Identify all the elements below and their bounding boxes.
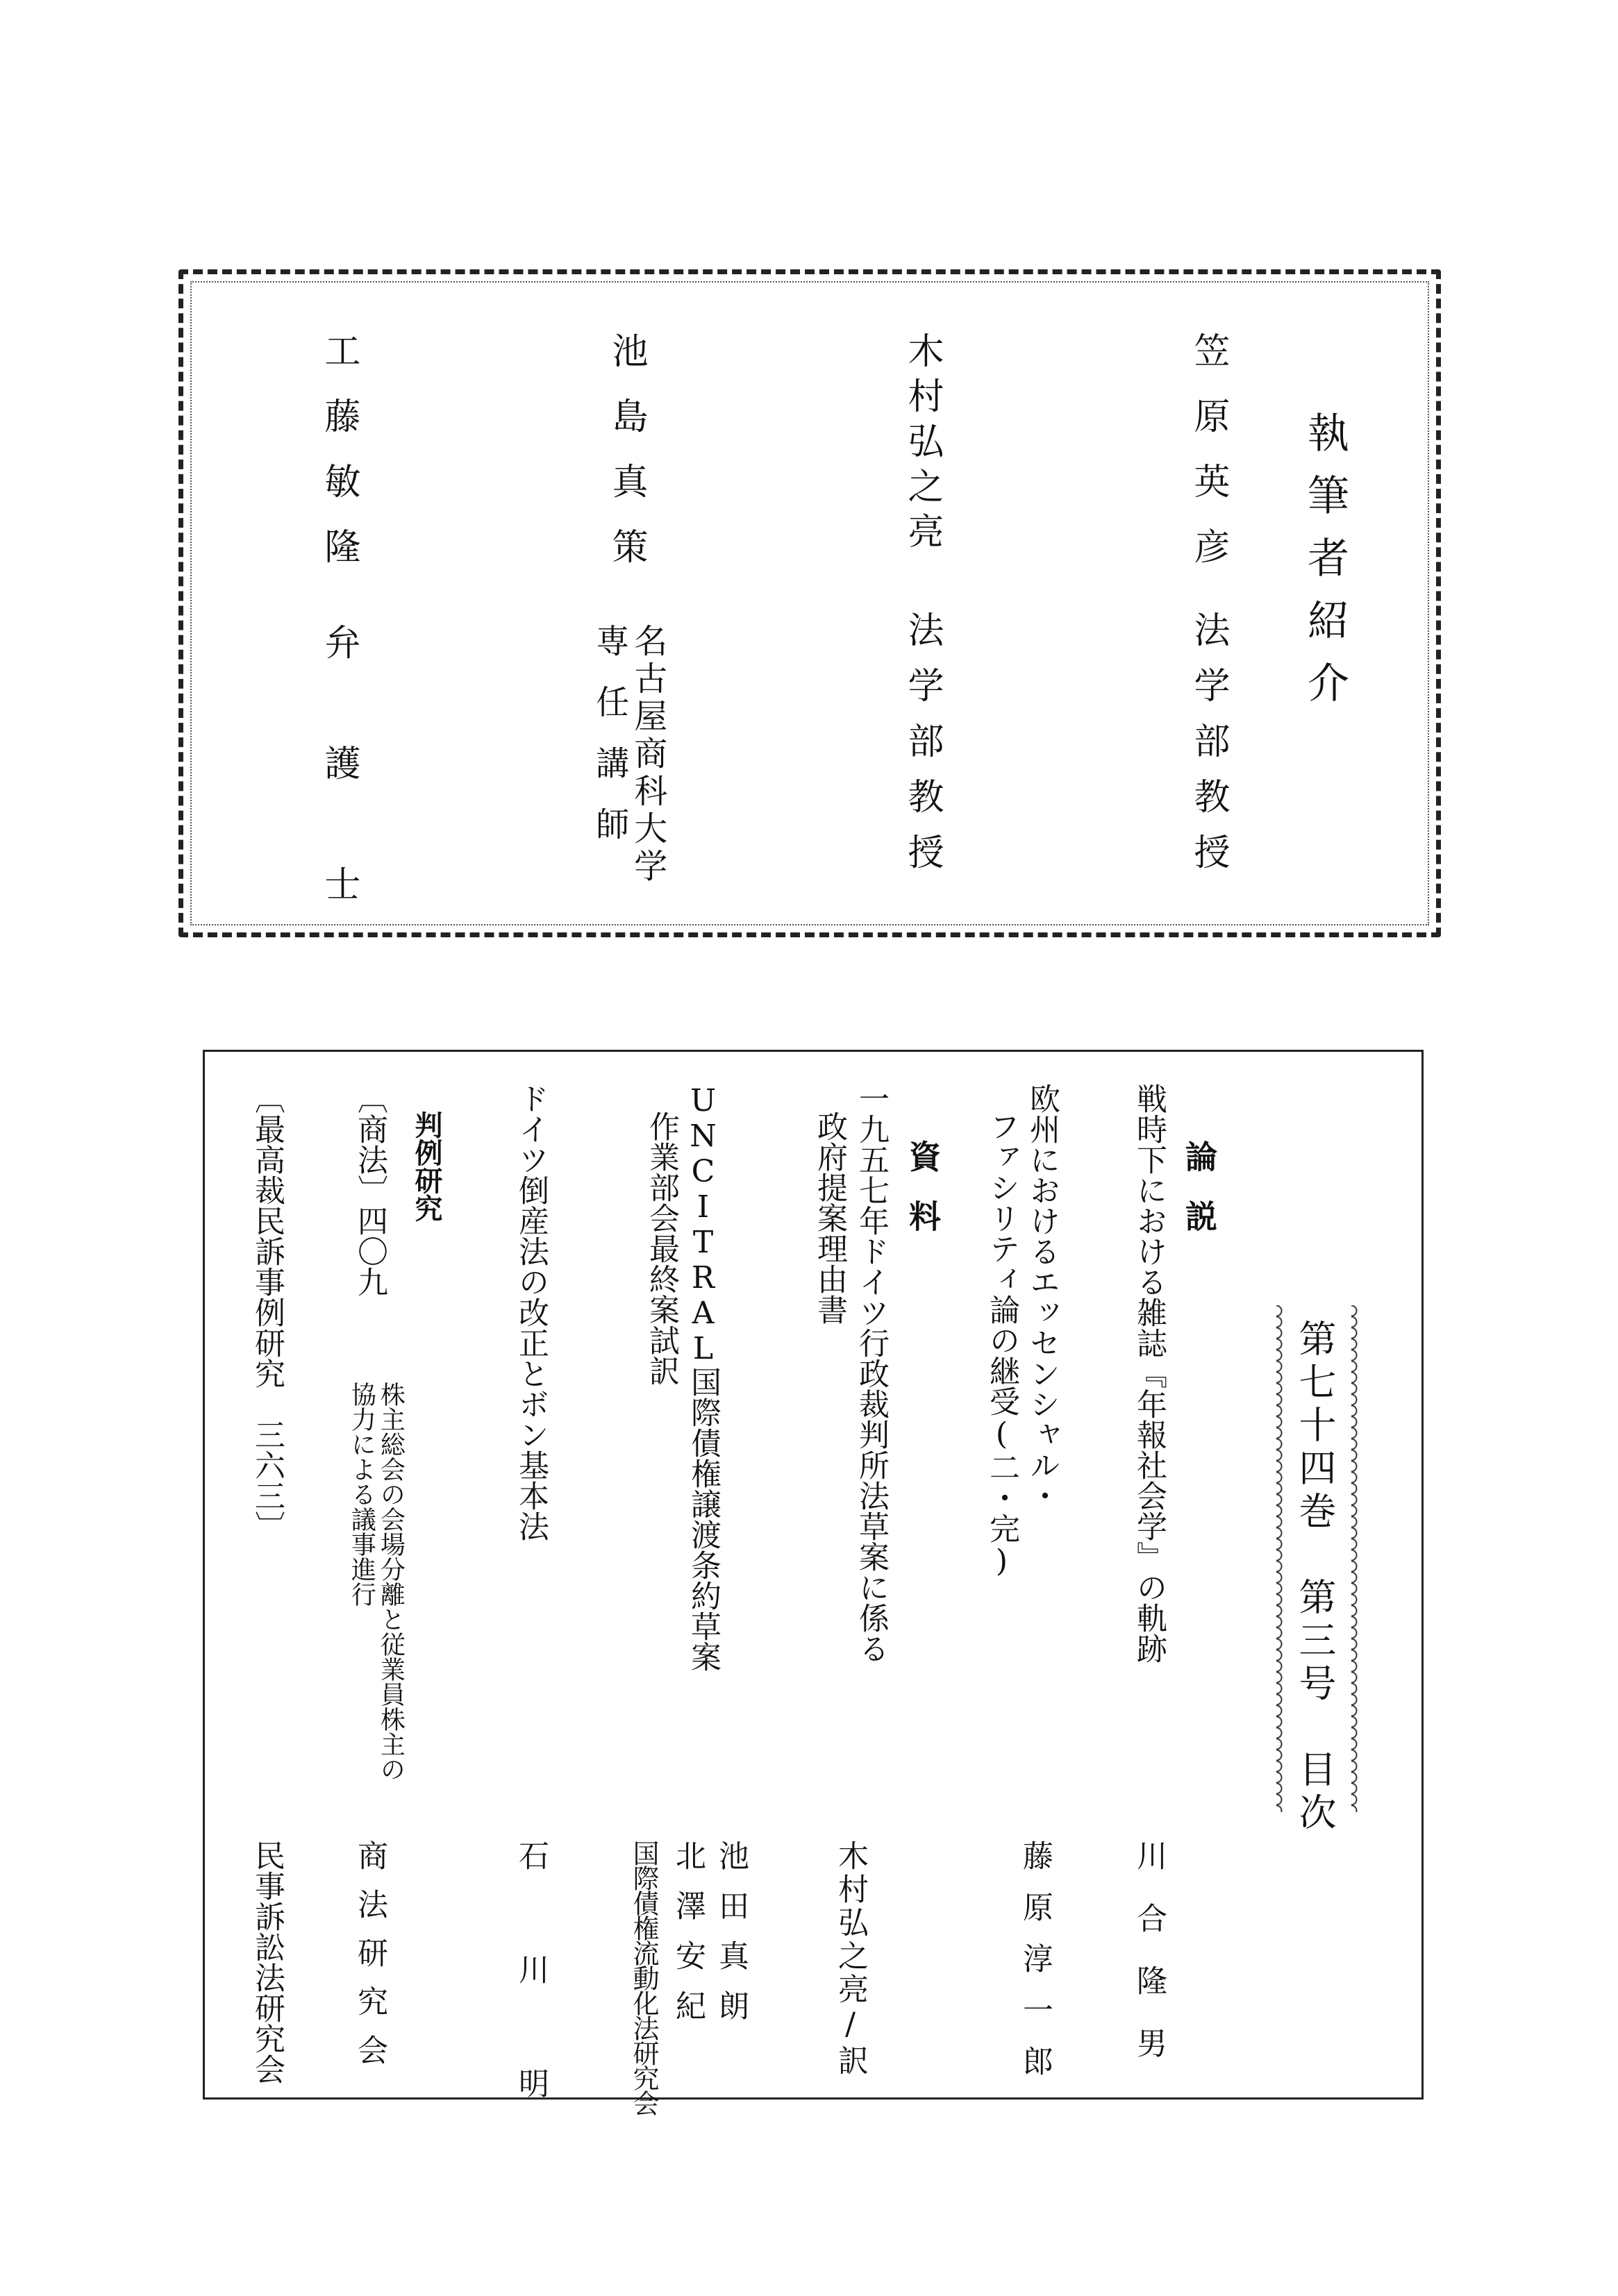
toc-entry-5-author: 石川明 — [513, 1840, 549, 2181]
toc-entry-6-subtitle-col1: 株主総会の会場分離と従業員株主の — [376, 1382, 406, 1782]
toc-entry-1-author: 川合隆男 — [1131, 1840, 1167, 2090]
author-role-3-col1: 名古屋商科大学 — [628, 623, 667, 886]
toc-title-wavy-left — [1276, 1305, 1286, 1812]
toc-entry-4-author-3: 国際債権流動化法研究会 — [628, 1840, 659, 2115]
toc-entry-2-author: 藤原淳一郎 — [1017, 1840, 1053, 2097]
toc-title: 第七十四巻 第三号 目次 — [1293, 1319, 1337, 1836]
authors-heading: 執筆者紹介 — [1301, 411, 1349, 723]
toc-entry-3-author: 木村弘之亮/訳 — [833, 1840, 868, 2078]
authors-box-inner-border — [190, 281, 1429, 925]
toc-entry-3-title-col2: 政府提案理由書 — [812, 1111, 847, 1325]
author-name-1: 笠原英彦 — [1187, 332, 1229, 593]
author-role-1: 法学部教授 — [1187, 611, 1229, 889]
toc-entry-6-subtitle-col2: 協力による議事進行 — [347, 1382, 376, 1607]
toc-entry-4-title-col1: UNCITRAL国際債権譲渡条約草案 — [685, 1083, 721, 1672]
section-hanrei: 判例研究 — [410, 1111, 442, 1222]
toc-entry-4-author-2: 北澤安紀 — [670, 1840, 706, 2040]
toc-entry-6-label: 〔商法〕四〇九 — [352, 1083, 387, 1297]
toc-entry-2-title-col2: ファシリティ論の継受(二・完) — [984, 1111, 1019, 1579]
toc-entry-3-title-col1: 一九五七年ドイツ行政裁判所法草案に係る — [853, 1083, 889, 1664]
author-name-2: 木村弘之亮 — [901, 332, 943, 558]
author-role-4: 弁護士 — [318, 623, 360, 986]
toc-entry-4-title-col2: 作業部会最終案試訳 — [644, 1111, 679, 1386]
toc-title-wavy-right — [1351, 1305, 1361, 1812]
section-shiryo: 資料 — [904, 1140, 942, 1259]
authors-box — [178, 269, 1441, 937]
toc-entry-4-author-1: 池田真朗 — [713, 1840, 749, 2040]
section-ronsetsu: 論説 — [1181, 1140, 1218, 1259]
toc-entry-7-label: 〔最高裁民訴事例研究 三六三〕 — [249, 1083, 285, 1541]
toc-entry-5-title: ドイツ倒産法の改正とボン基本法 — [513, 1083, 549, 1541]
author-name-4: 工藤敏隆 — [318, 332, 360, 593]
toc-entry-7-author: 民事訴訟法研究会 — [249, 1840, 285, 2084]
author-role-2: 法学部教授 — [901, 611, 943, 889]
toc-entry-6-author: 商法研究会 — [352, 1840, 387, 2083]
toc-entry-1-title: 戦時下における雑誌『年報社会学』の軌跡 — [1131, 1083, 1167, 1664]
toc-entry-2-title-col1: 欧州におけるエッセンシャル・ — [1024, 1083, 1060, 1511]
author-role-3-col2: 専任講師 — [590, 623, 629, 868]
author-name-3: 池島真策 — [606, 332, 647, 593]
